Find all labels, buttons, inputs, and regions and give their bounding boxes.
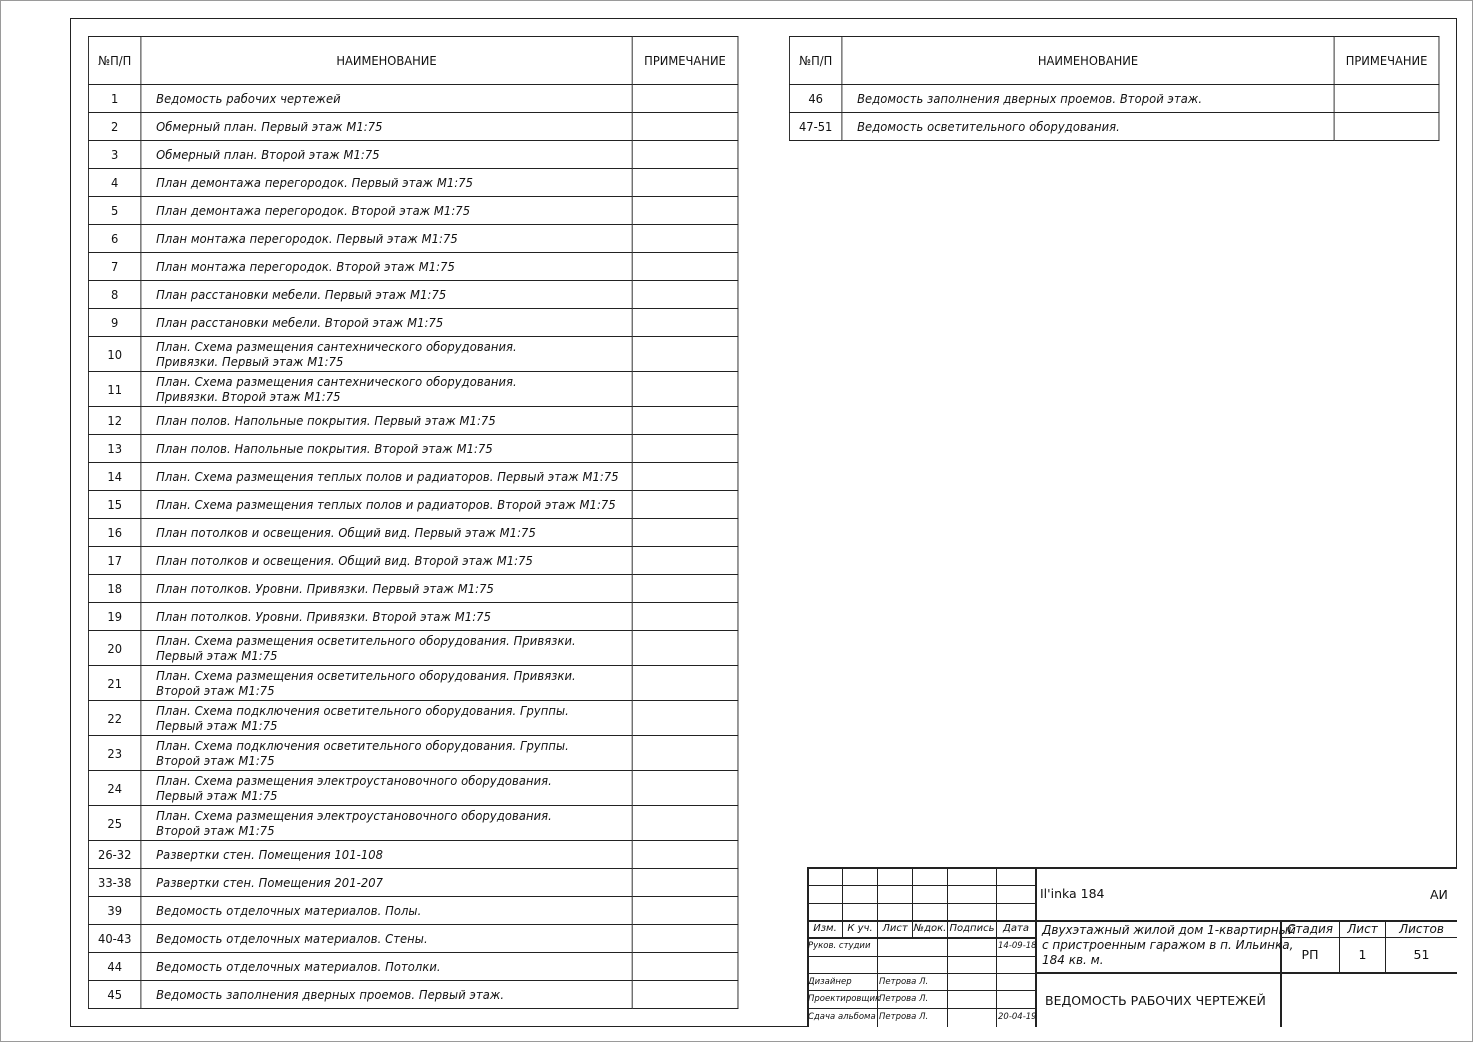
row-name-line: Развертки стен. Помещения 201-207 [156,875,384,890]
row-name-line: План расстановки мебели. Второй этаж М1:75 [156,315,444,330]
row-name [141,925,632,953]
row-note [632,869,738,897]
sheet-header: Лист [1347,922,1378,936]
role-album-handover: Сдача альбома [808,1012,876,1022]
row-name-line: Первый этаж М1:75 [156,718,278,733]
row-name-line: План монтажа перегородок. Второй этаж М1:75 [156,259,455,274]
row-note [632,547,738,575]
table-row [88,169,738,197]
row-number: 33-38 [88,869,141,897]
row-note [632,337,738,372]
row-number: 46 [789,85,841,113]
row-number: 18 [88,575,141,603]
row-name [141,435,632,463]
table-row [88,547,738,575]
row-number: 26-32 [88,841,141,869]
row-number: 15 [88,491,141,519]
table-row [88,491,738,519]
table-row [88,631,738,666]
row-name-line: Ведомость заполнения дверных проемов. Второй этаж. [857,91,1203,106]
row-name [141,603,632,631]
object-name-line-3: 184 кв. м. [1042,953,1104,967]
row-name [141,85,632,113]
row-name [141,169,632,197]
row-name [141,953,632,981]
row-note [632,575,738,603]
row-number: 5 [88,197,141,225]
table-row [88,281,738,309]
row-name-line: Привязки. Первый этаж М1:75 [156,354,344,369]
row-note [632,701,738,736]
row-name-line: План. Схема размещения осветительного оборудования. Привязки. [156,668,576,683]
table-row [88,337,738,372]
row-name [141,981,632,1009]
object-name-line-1: Двухэтажный жилой дом 1-квартирный [1042,923,1296,937]
table-row [88,981,738,1009]
row-number: 39 [88,897,141,925]
row-number: 1 [88,85,141,113]
row-name [141,337,632,372]
row-name [141,841,632,869]
row-number: 12 [88,407,141,435]
row-number: 6 [88,225,141,253]
title-block [807,867,1457,1027]
stage-value: РП [1301,947,1319,962]
row-name-line: Ведомость осветительного оборудования. [857,119,1120,134]
table-row [88,575,738,603]
table-row [88,666,738,701]
table-row [88,519,738,547]
row-name-line: План. Схема размещения теплых полов и радиаторов. Первый этаж М1:75 [156,469,619,484]
row-name-line: План потолков. Уровни. Привязки. Первый этаж М1:75 [156,581,494,596]
row-name [141,771,632,806]
role-studio-head: Руков. студии [808,941,871,951]
date-studio-head: 14-09-18 [998,941,1037,951]
row-name-line: План полов. Напольные покрытия. Второй этаж М1:75 [156,441,493,456]
row-note [632,372,738,407]
row-number: 2 [88,113,141,141]
drawings-list-table-left [88,36,738,1009]
col-header-ndok: №док. [913,923,947,934]
row-note [632,281,738,309]
row-note [632,603,738,631]
row-note [632,169,738,197]
row-note [632,225,738,253]
name-engineer: Петрова Л. [879,994,929,1004]
row-note [632,981,738,1009]
row-name [141,631,632,666]
col-header-kuch: К уч. [847,923,873,934]
row-number: 24 [88,771,141,806]
row-name-line: Развертки стен. Помещения 101-108 [156,847,384,862]
row-name [141,407,632,435]
table-row [88,603,738,631]
row-number: 14 [88,463,141,491]
section-code: АИ [1430,887,1448,902]
row-name [141,113,632,141]
row-name [141,197,632,225]
table-row [88,806,738,841]
row-number: 10 [88,337,141,372]
stage-header: Стадия [1286,922,1334,936]
row-name-line: План полов. Напольные покрытия. Первый этаж М1:75 [156,413,496,428]
col-header-data: Дата [1003,923,1029,934]
row-number: 40-43 [88,925,141,953]
row-note [632,806,738,841]
row-note [632,897,738,925]
table-row [88,925,738,953]
row-name-line: План. Схема размещения осветительного оборудования. Привязки. [156,633,576,648]
row-name-line: План. Схема подключения осветительного оборудования. Группы. [156,738,569,753]
table-row [88,253,738,281]
row-name-line: Второй этаж М1:75 [156,823,275,838]
row-name [141,575,632,603]
row-note [632,631,738,666]
row-name-line: План демонтажа перегородок. Второй этаж М1:75 [156,203,471,218]
row-name [141,463,632,491]
row-name [141,253,632,281]
project-code: Il'inka 184 [1040,886,1105,901]
row-number: 17 [88,547,141,575]
row-name [141,736,632,771]
header-note: ПРИМЕЧАНИЕ [632,37,738,85]
row-number: 7 [88,253,141,281]
table-row [88,309,738,337]
row-note [632,771,738,806]
row-name-line: План. Схема подключения осветительного оборудования. Группы. [156,703,569,718]
row-name-line: План потолков. Уровни. Привязки. Второй этаж М1:75 [156,609,491,624]
table-row [88,407,738,435]
row-number: 45 [88,981,141,1009]
row-name [141,547,632,575]
table-row [88,225,738,253]
row-name [141,281,632,309]
row-number: 9 [88,309,141,337]
table-row [88,869,738,897]
row-name-line: План потолков и освещения. Общий вид. Первый этаж М1:75 [156,525,536,540]
row-number: 19 [88,603,141,631]
row-note [1334,113,1439,141]
row-name-line: План. Схема размещения электроустановочного оборудования. [156,808,552,823]
col-header-list: Лист [882,923,908,934]
table-row [88,897,738,925]
table-row [88,701,738,736]
drawings-list-table-right [789,36,1439,141]
row-number: 20 [88,631,141,666]
row-name-line: План. Схема размещения сантехнического оборудования. [156,374,517,389]
name-album-handover: Петрова Л. [879,1012,929,1022]
row-number: 16 [88,519,141,547]
row-name-line: План. Схема размещения электроустановочного оборудования. [156,773,552,788]
role-engineer: Проектировщик [808,994,881,1004]
row-note [1334,85,1439,113]
row-name [842,113,1334,141]
row-name-line: План. Схема размещения сантехнического оборудования. [156,339,517,354]
sheet-value: 1 [1358,947,1367,962]
row-note [632,197,738,225]
sheets-header: Листов [1399,922,1444,936]
row-name [141,309,632,337]
row-note [632,309,738,337]
table-row [88,85,738,113]
row-note [632,736,738,771]
header-num: №П/П [789,37,841,85]
row-name-line: Ведомость отделочных материалов. Полы. [156,903,422,918]
row-name-line: Ведомость отделочных материалов. Потолки. [156,959,441,974]
row-number: 3 [88,141,141,169]
row-number: 23 [88,736,141,771]
object-name-line-2: с пристроенным гаражом в п. Ильинка, [1042,938,1294,952]
header-name: НАИМЕНОВАНИЕ [141,37,632,85]
row-name-line: Привязки. Второй этаж М1:75 [156,389,341,404]
row-number: 4 [88,169,141,197]
row-name-line: Ведомость отделочных материалов. Стены. [156,931,428,946]
object-name [1042,923,1296,968]
row-name-line: План потолков и освещения. Общий вид. Второй этаж М1:75 [156,553,533,568]
table-row [88,771,738,806]
col-header-izm: Изм. [813,923,837,934]
table-row [88,141,738,169]
header-num: №П/П [88,37,141,85]
row-name-line: Ведомость заполнения дверных проемов. Первый этаж. [156,987,505,1002]
row-number: 13 [88,435,141,463]
drawing-title: ВЕДОМОСТЬ РАБОЧИХ ЧЕРТЕЖЕЙ [1045,993,1266,1008]
table-row [88,435,738,463]
row-name-line: План демонтажа перегородок. Первый этаж М1:75 [156,175,474,190]
row-number: 47-51 [789,113,841,141]
row-name-line: Ведомость рабочих чертежей [156,91,341,106]
table-row [88,953,738,981]
row-name [141,701,632,736]
row-note [632,407,738,435]
header-name: НАИМЕНОВАНИЕ [842,37,1334,85]
row-name [141,666,632,701]
table-row [88,463,738,491]
table-row [88,113,738,141]
row-note [632,85,738,113]
row-note [632,113,738,141]
row-note [632,141,738,169]
header-note: ПРИМЕЧАНИЕ [1334,37,1439,85]
row-note [632,666,738,701]
row-number: 25 [88,806,141,841]
row-note [632,253,738,281]
row-name-line: Первый этаж М1:75 [156,788,278,803]
date-album-handover: 20-04-19 [998,1012,1037,1022]
row-number: 22 [88,701,141,736]
row-note [632,491,738,519]
table-row [88,841,738,869]
row-name-line: Второй этаж М1:75 [156,753,275,768]
row-name [141,519,632,547]
row-name [141,491,632,519]
table-row [789,85,1439,113]
row-note [632,925,738,953]
role-designer: Дизайнер [808,977,852,987]
table-row [88,197,738,225]
row-name [141,806,632,841]
row-name [141,897,632,925]
table-row [789,113,1439,141]
row-name-line: Второй этаж М1:75 [156,683,275,698]
row-number: 8 [88,281,141,309]
row-note [632,953,738,981]
row-name [141,372,632,407]
row-name-line: План монтажа перегородок. Первый этаж М1:75 [156,231,458,246]
row-note [632,841,738,869]
row-name [141,141,632,169]
row-name [842,85,1334,113]
row-name-line: План расстановки мебели. Первый этаж М1:75 [156,287,447,302]
row-name-line: Первый этаж М1:75 [156,648,278,663]
row-number: 44 [88,953,141,981]
row-name-line: План. Схема размещения теплых полов и радиаторов. Второй этаж М1:75 [156,497,616,512]
row-name [141,225,632,253]
row-note [632,519,738,547]
row-note [632,435,738,463]
row-number: 11 [88,372,141,407]
table-row [88,736,738,771]
sheets-value: 51 [1413,947,1430,962]
row-name-line: Обмерный план. Второй этаж М1:75 [156,147,380,162]
row-name [141,869,632,897]
table-row [88,372,738,407]
row-note [632,463,738,491]
col-header-podpis: Подпись [949,923,995,934]
row-name-line: Обмерный план. Первый этаж М1:75 [156,119,383,134]
name-designer: Петрова Л. [879,977,929,987]
row-number: 21 [88,666,141,701]
